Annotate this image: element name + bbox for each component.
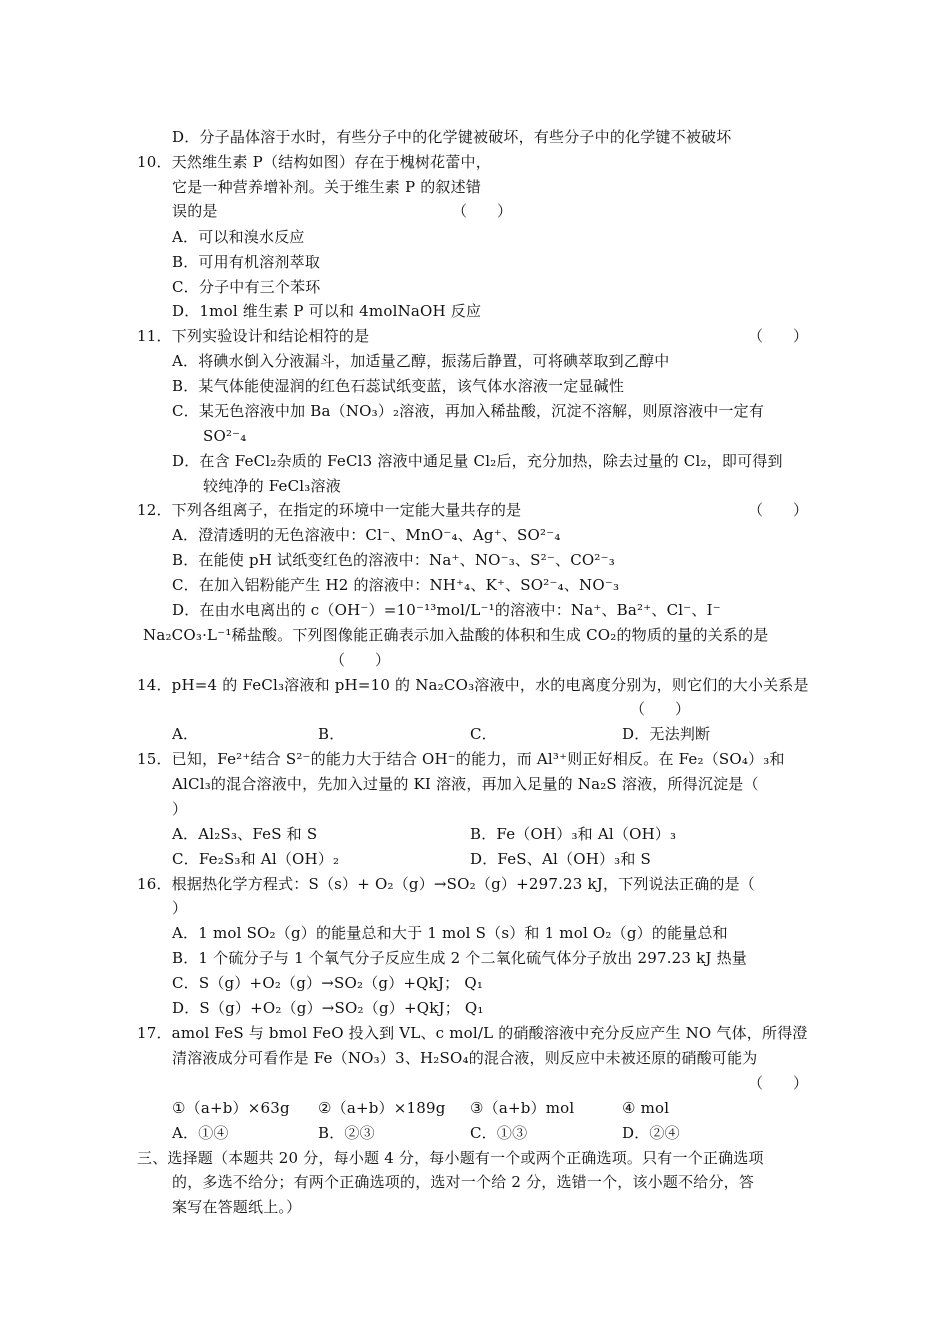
q12-option-b: B．在能使 pH 试纸变红色的溶液中：Na⁺、NO⁻₃、S²⁻、CO²⁻₃ xyxy=(172,551,615,569)
q16-stem-line1: 16．根据热化学方程式：S（s）+ O₂（g）→SO₂（g）+297.23 kJ，下列说法正确的是（ xyxy=(137,875,755,893)
q14-answer-paren: （ ） xyxy=(630,700,691,718)
q17-stem-line2: 清溶液成分可看作是 Fe（NO₃）3、H₂SO₄的混合液，则反应中未被还原的硝酸可能为 xyxy=(172,1049,758,1067)
q12-stem: 12．下列各组离子，在指定的环境中一定能大量共存的是 xyxy=(137,501,522,519)
q12-option-c: C．在加入铝粉能产生 H2 的溶液中：NH⁺₄、K⁺、SO²⁻₄、NO⁻₃ xyxy=(172,576,620,594)
q15-stem-line1: 15．已知，Fe²⁺结合 S²⁻的能力大于结合 OH⁻的能力，而 Al³⁺则正好相反。在 Fe₂（SO₄）₃和 xyxy=(137,750,785,768)
q11-option-d-line1: D．在含 FeCl₂杂质的 FeCl3 溶液中通足量 Cl₂后，充分加热，除去过量的 Cl₂，即可得到 xyxy=(172,452,783,470)
q13-stem: Na₂CO₃·L⁻¹稀盐酸。下列图像能正确表示加入盐酸的体积和生成 CO₂的物质的量的关系的是 xyxy=(143,626,769,644)
q17-option-a: A．①④ xyxy=(172,1124,229,1142)
q15-option-a: A．Al₂S₃、FeS 和 S xyxy=(172,825,318,843)
q17-answer-paren: （ ） xyxy=(748,1074,809,1092)
q16-option-c: C．S（g）+O₂（g）→SO₂（g）+QkJ； Q₁ xyxy=(172,974,484,992)
q12-option-d: D．在由水电离出的 c（OH⁻）=10⁻¹³mol/L⁻¹的溶液中：Na⁺、Ba²⁺、Cl⁻、I⁻ xyxy=(172,601,721,619)
q15-option-d: D．FeS、Al（OH）₃和 S xyxy=(470,850,652,868)
q16-option-b: B．1 个硫分子与 1 个氧气分子反应生成 2 个二氧化硫气体分子放出 297.23 kJ 热量 xyxy=(172,949,747,967)
q14-option-d: D．无法判断 xyxy=(622,725,711,743)
q16-option-d: D．S（g）+O₂（g）→SO₂（g）+QkJ； Q₁ xyxy=(172,999,484,1017)
q14-option-a: A． xyxy=(172,725,199,743)
q14-option-b: B． xyxy=(318,725,345,743)
q10-option-d: D．1mol 维生素 P 可以和 4molNaOH 反应 xyxy=(172,302,482,320)
q15-stem-line3: ） xyxy=(172,800,188,818)
q15-stem-line2: AlCl₃的混合溶液中，先加入过量的 KI 溶液，再加入足量的 Na₂S 溶液，所得沉淀是（ xyxy=(172,775,759,793)
q17-choice-1: ①（a+b）×63g xyxy=(172,1099,290,1117)
q16-option-a: A．1 mol SO₂（g）的能量总和大于 1 mol S（s）和 1 mol O₂（g）的能量总和 xyxy=(172,924,728,942)
q12-option-a: A．澄清透明的无色溶液中：Cl⁻、MnO⁻₄、Ag⁺、SO²⁻₄ xyxy=(172,526,561,544)
q17-stem-line1: 17．amol FeS 与 bmol FeO 投入到 VL、c mol/L 的硝酸溶液中充分反应产生 NO 气体，所得澄 xyxy=(137,1024,808,1042)
q15-option-c: C．Fe₂S₃和 Al（OH）₂ xyxy=(172,850,340,868)
q17-choice-4: ④ mol xyxy=(622,1099,670,1117)
q11-option-a: A．将碘水倒入分液漏斗，加适量乙醇，振荡后静置，可将碘萃取到乙醇中 xyxy=(172,352,670,370)
q17-option-b: B．②③ xyxy=(318,1124,375,1142)
q12-answer-paren: （ ） xyxy=(748,501,809,519)
q10-stem-line3: 误的是 xyxy=(172,202,218,220)
q10-option-a: A．可以和溴水反应 xyxy=(172,228,305,246)
section3-header-line2: 的，多选不给分；有两个正确选项的，选对一个给 2 分，选错一个，该小题不给分，答 xyxy=(172,1173,755,1191)
q14-option-c: C． xyxy=(470,725,497,743)
q10-answer-paren: （ ） xyxy=(452,202,513,220)
q9-option-d: D．分子晶体溶于水时，有些分子中的化学键被破坏，有些分子中的化学键不被破坏 xyxy=(172,128,732,146)
q13-answer-paren: （ ） xyxy=(330,651,391,669)
q10-stem-line1: 10．天然维生素 P（结构如图）存在于槐树花蕾中， xyxy=(137,153,491,171)
q11-answer-paren: （ ） xyxy=(748,327,809,345)
q11-option-d-line2: 较纯净的 FeCl₃溶液 xyxy=(203,477,341,495)
section3-header-line1: 三、选择题（本题共 20 分，每小题 4 分，每小题有一个或两个正确选项。只有一个正确选项 xyxy=(137,1149,764,1167)
q17-choice-2: ②（a+b）×189g xyxy=(318,1099,446,1117)
section3-header-line3: 案写在答题纸上。） xyxy=(172,1198,302,1216)
q16-stem-line2: ） xyxy=(172,899,188,917)
q14-stem: 14．pH=4 的 FeCl₃溶液和 pH=10 的 Na₂CO₃溶液中，水的电离度分别为，则它们的大小关系是 xyxy=(137,676,809,694)
q15-option-b: B．Fe（OH）₃和 Al（OH）₃ xyxy=(470,825,677,843)
q11-stem: 11．下列实验设计和结论相符的是 xyxy=(137,327,370,345)
q10-option-c: C．分子中有三个苯环 xyxy=(172,278,321,296)
q17-option-c: C．①③ xyxy=(470,1124,528,1142)
q11-option-b: B．某气体能使湿润的红色石蕊试纸变蓝，该气体水溶液一定显碱性 xyxy=(172,377,625,395)
q17-choice-3: ③（a+b）mol xyxy=(470,1099,575,1117)
q10-stem-line2: 它是一种营养增补剂。关于维生素 P 的叙述错 xyxy=(172,178,482,196)
q17-option-d: D．②④ xyxy=(622,1124,680,1142)
q10-option-b: B．可用有机溶剂萃取 xyxy=(172,253,321,271)
q11-option-c-line2: SO²⁻₄ xyxy=(203,427,247,445)
q11-option-c-line1: C．某无色溶液中加 Ba（NO₃）₂溶液，再加入稀盐酸，沉淀不溶解，则原溶液中一定有 xyxy=(172,402,765,420)
